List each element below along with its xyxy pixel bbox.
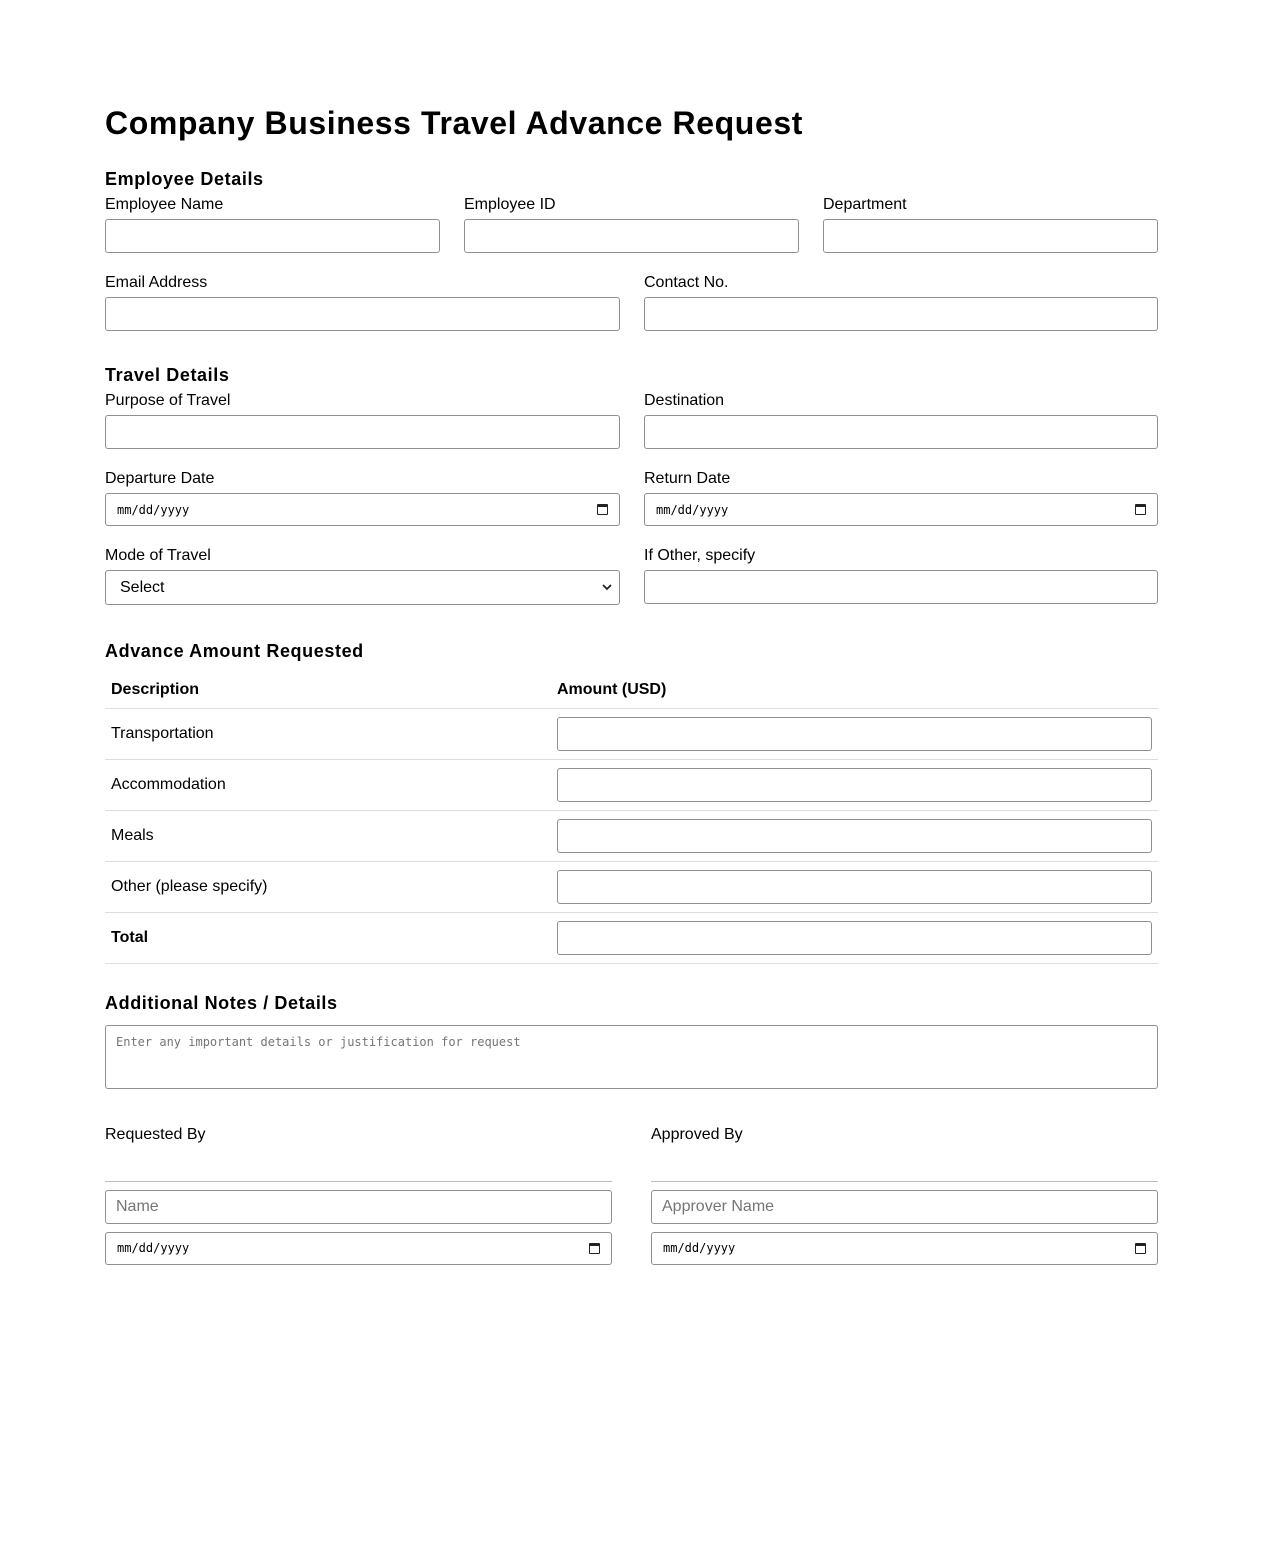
approved-by-section: [651, 1125, 1158, 1265]
calendar-icon[interactable]: [589, 1243, 600, 1254]
employee-details-heading: Employee Details: [105, 169, 264, 189]
destination-field: [644, 391, 1158, 449]
other-specify-input[interactable]: [644, 570, 1158, 604]
destination-input[interactable]: [644, 415, 1158, 449]
departure-date-label: Departure Date: [105, 470, 215, 487]
return-date-field: [644, 469, 1158, 526]
total-row: [105, 912, 1158, 963]
row-description: Accommodation: [105, 759, 551, 810]
approved-by-date-value: mm/dd/yyyy: [663, 1241, 736, 1255]
meals-amount-input[interactable]: [557, 819, 1152, 853]
requested-by-name-input[interactable]: [105, 1190, 612, 1224]
return-date-label: Return Date: [644, 470, 731, 487]
row-description: Meals: [105, 810, 551, 861]
other-amount-input[interactable]: [557, 870, 1152, 904]
accommodation-amount-input[interactable]: [557, 768, 1152, 802]
contact-field: [644, 273, 1158, 331]
requested-by-date-value: mm/dd/yyyy: [117, 1241, 190, 1255]
calendar-icon[interactable]: [1135, 1243, 1146, 1254]
email-label: Email Address: [105, 274, 208, 291]
row-amount-cell: [551, 861, 1158, 912]
mode-of-travel-label: Mode of Travel: [105, 547, 211, 564]
table-row: [105, 810, 1158, 861]
employee-name-label: Employee Name: [105, 196, 224, 213]
return-date-input[interactable]: [644, 493, 1158, 526]
table-row: [105, 759, 1158, 810]
notes-heading: Additional Notes / Details: [105, 992, 338, 1013]
requested-by-date-input[interactable]: [105, 1232, 612, 1265]
approved-by-date-input[interactable]: [651, 1232, 1158, 1265]
description-column-header: Description: [105, 671, 551, 708]
mode-of-travel-field: [105, 546, 620, 605]
requested-by-signature-line: [105, 1181, 612, 1182]
contact-input[interactable]: [644, 297, 1158, 331]
requested-by-label: Requested By: [105, 1125, 206, 1143]
row-amount-cell: [551, 708, 1158, 759]
travel-advance-form: [105, 100, 1158, 1265]
other-specify-label: If Other, specify: [644, 547, 756, 564]
calendar-icon[interactable]: [597, 504, 608, 515]
purpose-label: Purpose of Travel: [105, 392, 231, 409]
email-input[interactable]: [105, 297, 620, 331]
transportation-amount-input[interactable]: [557, 717, 1152, 751]
row-description: Transportation: [105, 708, 551, 759]
travel-details-heading: Travel Details: [105, 365, 230, 385]
purpose-input[interactable]: [105, 415, 620, 449]
employee-name-field: [105, 195, 440, 253]
table-header-row: [105, 671, 1158, 708]
notes-textarea[interactable]: [105, 1025, 1158, 1089]
row-description: Other (please specify): [105, 861, 551, 912]
email-field: [105, 273, 620, 331]
page-title: Company Business Travel Advance Request: [105, 105, 804, 141]
row-amount-cell: [551, 759, 1158, 810]
calendar-icon[interactable]: [1135, 504, 1146, 515]
mode-of-travel-selected: Select: [120, 578, 165, 596]
contact-label: Contact No.: [644, 274, 729, 291]
employee-id-input[interactable]: [464, 219, 799, 253]
departure-date-value: mm/dd/yyyy: [117, 502, 190, 517]
advance-amount-table: [105, 671, 1158, 964]
employee-name-input[interactable]: [105, 219, 440, 253]
employee-id-label: Employee ID: [464, 196, 556, 213]
table-row: [105, 708, 1158, 759]
total-amount-cell: [551, 912, 1158, 963]
total-amount-input[interactable]: [557, 921, 1152, 955]
department-label: Department: [823, 196, 907, 213]
approved-by-label: Approved By: [651, 1125, 743, 1143]
purpose-field: [105, 391, 620, 449]
employee-id-field: [464, 195, 799, 253]
destination-label: Destination: [644, 392, 725, 409]
requested-by-section: [105, 1125, 612, 1265]
table-row: [105, 861, 1158, 912]
departure-date-input[interactable]: [105, 493, 620, 526]
department-field: [823, 195, 1158, 253]
return-date-value: mm/dd/yyyy: [656, 502, 729, 517]
advance-amount-heading: Advance Amount Requested: [105, 641, 364, 661]
chevron-down-icon: [601, 582, 613, 594]
departure-date-field: [105, 469, 620, 526]
department-input[interactable]: [823, 219, 1158, 253]
other-specify-field: [644, 546, 1158, 605]
approver-name-input[interactable]: [651, 1190, 1158, 1224]
total-label: Total: [105, 912, 551, 963]
mode-of-travel-select[interactable]: [105, 570, 620, 605]
approved-by-signature-line: [651, 1181, 1158, 1182]
row-amount-cell: [551, 810, 1158, 861]
amount-column-header: Amount (USD): [551, 671, 1158, 708]
